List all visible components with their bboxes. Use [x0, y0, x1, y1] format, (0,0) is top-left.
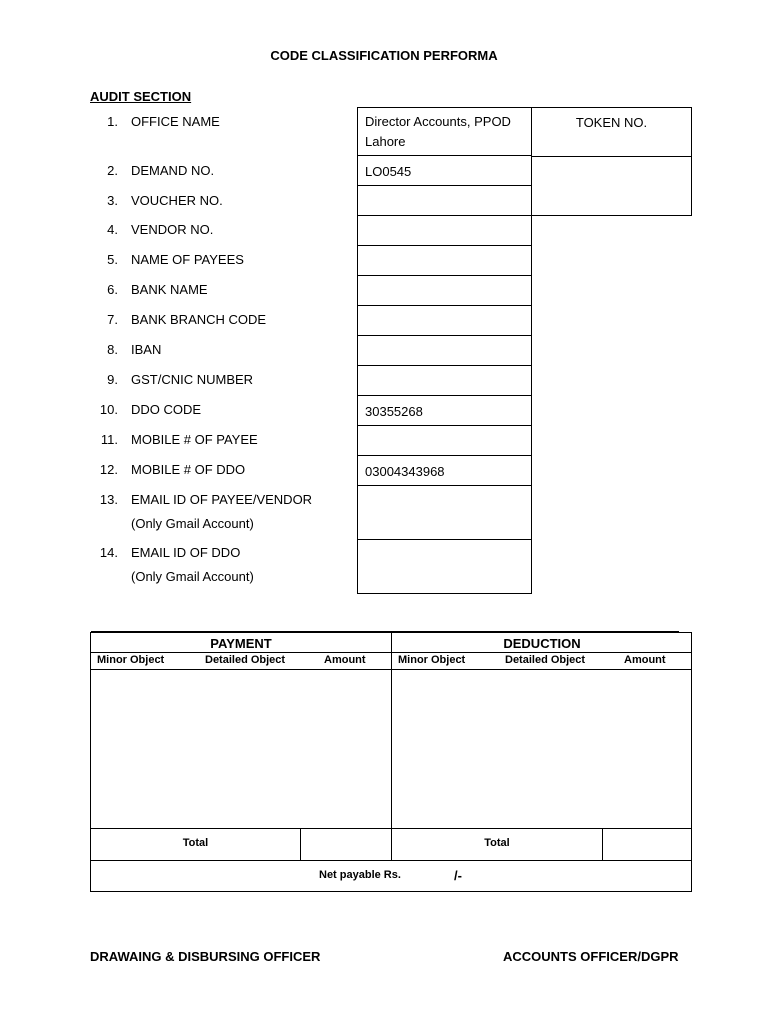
row-number: 7.: [107, 312, 118, 327]
deduction-total-label: Total: [484, 837, 510, 849]
token-label: TOKEN NO.: [532, 108, 691, 157]
bank-branch-code-field[interactable]: [357, 305, 532, 336]
row-label: VOUCHER NO.: [131, 193, 223, 208]
name-of-payees-field[interactable]: [357, 245, 532, 276]
row-number: 10.: [99, 402, 118, 417]
vendor-no-field[interactable]: [357, 215, 532, 246]
field-value: 03004343968: [365, 464, 445, 479]
total-divider: [300, 828, 301, 860]
payment-total-label: Total: [182, 837, 209, 849]
voucher-no-field[interactable]: [357, 185, 532, 216]
row-label: DEMAND NO.: [131, 163, 215, 178]
total-divider: [602, 828, 603, 860]
deduction-minor-object-header: Minor Object: [398, 654, 466, 666]
net-payable-label: Net payable Rs.: [319, 869, 401, 881]
form-title: CODE CLASSIFICATION PERFORMA: [270, 48, 498, 63]
row-label: EMAIL ID OF DDO: [131, 545, 241, 560]
deduction-amount-header: Amount: [624, 654, 666, 666]
row-number: 4.: [107, 222, 118, 237]
row-label: MOBILE # OF PAYEE: [131, 432, 258, 447]
row-number: 5.: [107, 252, 118, 267]
drawing-disbursing-officer-signature: DRAWAING & DISBURSING OFFICER: [90, 949, 321, 964]
ddo-code-field[interactable]: [357, 395, 532, 426]
row-number: 12.: [99, 462, 118, 477]
field-value: Director Accounts, PPOD Lahore: [365, 114, 511, 149]
row-label: NAME OF PAYEES: [131, 252, 244, 267]
row-number: 9.: [107, 372, 118, 387]
accounts-officer-signature: ACCOUNTS OFFICER/DGPR: [503, 949, 679, 964]
deduction-header: DEDUCTION: [503, 636, 581, 651]
row-label: OFFICE NAME: [131, 114, 220, 129]
token-box: [532, 107, 692, 216]
row-label: BANK NAME: [131, 282, 208, 297]
row-number: 1.: [107, 114, 118, 129]
payment-amount-header: Amount: [324, 654, 366, 666]
gst-cnic-number-field[interactable]: [357, 365, 532, 396]
row-number: 11.: [100, 432, 118, 447]
section-title: AUDIT SECTION: [90, 89, 192, 104]
row-number: 13.: [99, 492, 118, 507]
row-sublabel: (Only Gmail Account): [131, 516, 254, 531]
demand-no-field[interactable]: [357, 155, 532, 186]
payment-minor-object-header: Minor Object: [97, 654, 165, 666]
net-payable-suffix: /-: [454, 868, 462, 883]
row-label: VENDOR NO.: [131, 222, 214, 237]
bank-name-field[interactable]: [357, 275, 532, 306]
payment-header: PAYMENT: [210, 636, 272, 651]
email-of-ddo-field[interactable]: [357, 539, 532, 594]
row-number: 2.: [107, 163, 118, 178]
row-number: 6.: [107, 282, 118, 297]
row-number: 8.: [107, 342, 118, 357]
row-label: EMAIL ID OF PAYEE/VENDOR: [131, 492, 313, 507]
row-label: GST/CNIC NUMBER: [131, 372, 254, 387]
mobile-of-ddo-field[interactable]: [357, 455, 532, 486]
subheader-rule: [91, 669, 691, 670]
row-label: BANK BRANCH CODE: [131, 312, 267, 327]
row-label: MOBILE # OF DDO: [131, 462, 246, 477]
email-of-payee-field[interactable]: [357, 485, 532, 540]
column-divider: [391, 633, 392, 860]
payment-deduction-table: [90, 632, 692, 892]
table-top-rule: [91, 631, 679, 632]
mobile-of-payee-field[interactable]: [357, 425, 532, 456]
iban-field[interactable]: [357, 335, 532, 366]
row-number: 14.: [99, 545, 118, 560]
row-label: IBAN: [131, 342, 162, 357]
header-rule: [91, 652, 691, 653]
row-number: 3.: [107, 193, 118, 208]
net-payable-rule: [91, 860, 691, 861]
row-sublabel: (Only Gmail Account): [131, 569, 254, 584]
field-value: 30355268: [365, 404, 423, 419]
deduction-detailed-object-header: Detailed Object: [505, 654, 586, 666]
total-rule: [91, 828, 691, 829]
row-label: DDO CODE: [131, 402, 202, 417]
payment-detailed-object-header: Detailed Object: [205, 654, 286, 666]
office-name-field[interactable]: [357, 107, 532, 156]
field-value: LO0545: [365, 164, 412, 179]
